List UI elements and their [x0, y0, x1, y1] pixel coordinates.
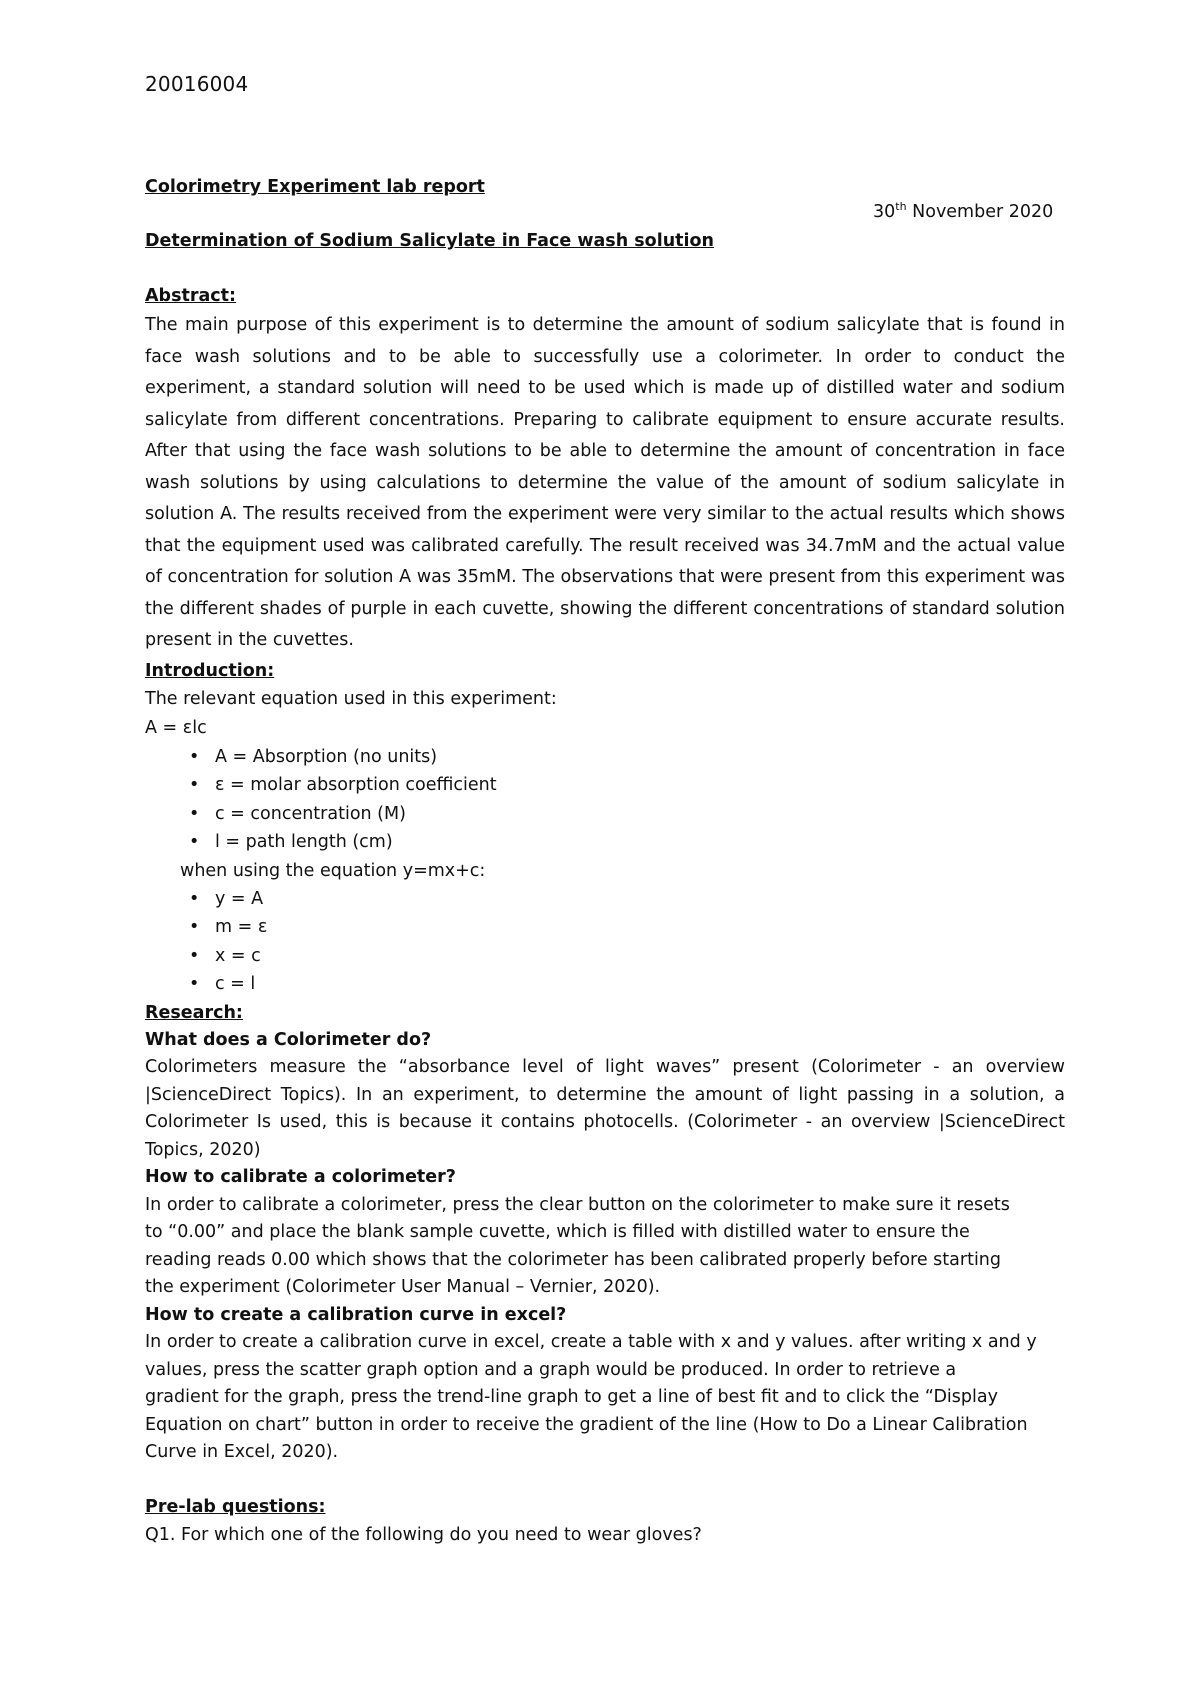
student-id: 20016004 — [145, 72, 249, 96]
line-equation-intro: when using the equation y=mx+c: — [180, 860, 486, 881]
bullet-icon: • — [189, 746, 200, 767]
research-heading: Research: — [145, 1002, 243, 1023]
text-line: In order to calibrate a colorimeter, press the clear button on the colorimeter to make sure it resets — [145, 1194, 1010, 1215]
abstract-heading: Abstract: — [145, 286, 237, 306]
date-day: 30 — [873, 202, 896, 222]
date-rest: November 2020 — [906, 202, 1054, 222]
research-answer-2 — [145, 1192, 1065, 1302]
bullet-icon: • — [189, 803, 200, 824]
research-answer-3 — [145, 1329, 1065, 1467]
list-item: • c = l — [145, 970, 1065, 999]
list-item: • c = concentration (M) — [145, 800, 1065, 829]
bullet-icon: • — [189, 832, 200, 852]
equation-intro: The relevant equation used in this experiment: — [145, 688, 557, 709]
abstract-text: The main purpose of this experiment is to determine the amount of sodium salicylate that is found in face wash solutions and to be able to successfully use a colorimeter. In order to conduct the experiment, a standard solution will need to be used which is made up of distilled water and sodium salicylate from different concentrations. Preparing to calibrate equipment to ensure accurate results. After that using the face wash solutions to be able to determine the amount of concentration in face wash solutions by using calculations to determine the value of the amount of sodium salicylate in solution A. The results received from the experiment were very similar to the actual results which shows that the equipment used was calibrated carefully. The result received was 34.7mM and the actual value of concentration for solution A was 35mM. The observations that were present from this experiment was the different shades of purple in each cuvette, showing the different concentrations of standard solution present in the cuvettes. — [145, 315, 1065, 650]
bullet-icon: • — [189, 945, 200, 966]
line-terms-list — [145, 885, 1065, 999]
research-question-2: How to calibrate a colorimeter? — [145, 1167, 456, 1187]
date-suffix: th — [895, 200, 907, 213]
prelab-question-1: Q1. For which one of the following do you need to wear gloves? — [145, 1524, 702, 1545]
bullet-icon: • — [189, 775, 200, 795]
list-item: • x = c — [145, 942, 1065, 971]
equation-terms-list — [145, 743, 1065, 857]
bullet-icon: • — [189, 974, 200, 994]
list-item: • l = path length (cm) — [145, 828, 1065, 857]
list-item: • A = Absorption (no units) — [145, 743, 1065, 772]
list-item: • m = ε — [145, 913, 1065, 942]
text-line: In order to create a calibration curve in excel, create a table with x and y values. after writing x and y — [145, 1332, 1037, 1352]
text-line: gradient for the graph, press the trend-line graph to get a line of best fit and to click the “Display — [145, 1387, 998, 1407]
text-line: the experiment (Colorimeter User Manual – Vernier, 2020). — [145, 1277, 661, 1297]
report-subtitle: Determination of Sodium Salicylate in Face wash solution — [145, 231, 714, 251]
research-question-3: How to create a calibration curve in excel? — [145, 1304, 567, 1325]
research-answer-1: Colorimeters measure the “absorbance level of light waves” present (Colorimeter - an overview |ScienceDirect Topics). In an experiment, to determine the amount of light passing in a solution, a Colorimeter Is used, this is because it contains photocells. (Colorimeter - an overview |ScienceDirect Topics, 2020) — [145, 1057, 1065, 1160]
report-title: Colorimetry Experiment lab report — [145, 177, 485, 197]
text-line: Equation on chart” button in order to receive the gradient of the line (How to Do a Linear Calibration — [145, 1414, 1028, 1435]
list-item: • ε = molar absorption coefficient — [145, 771, 1065, 800]
prelab-heading: Pre-lab questions: — [145, 1496, 326, 1517]
text-line: values, press the scatter graph option and a graph would be produced. In order to retrieve a — [145, 1359, 957, 1380]
text-line: to “0.00” and place the blank sample cuvette, which is filled with distilled water to ensure the — [145, 1222, 970, 1242]
introduction-heading: Introduction: — [145, 660, 275, 681]
text-line: reading reads 0.00 which shows that the colorimeter has been calibrated properly before starting — [145, 1249, 1002, 1270]
list-item: • y = A — [145, 885, 1065, 914]
report-body — [145, 173, 1065, 1550]
research-question-1: What does a Colorimeter do? — [145, 1029, 432, 1050]
beer-lambert-equation: A = εlc — [145, 717, 207, 738]
text-line: Curve in Excel, 2020). — [145, 1442, 339, 1462]
bullet-icon: • — [189, 888, 200, 909]
bullet-icon: • — [189, 917, 200, 937]
